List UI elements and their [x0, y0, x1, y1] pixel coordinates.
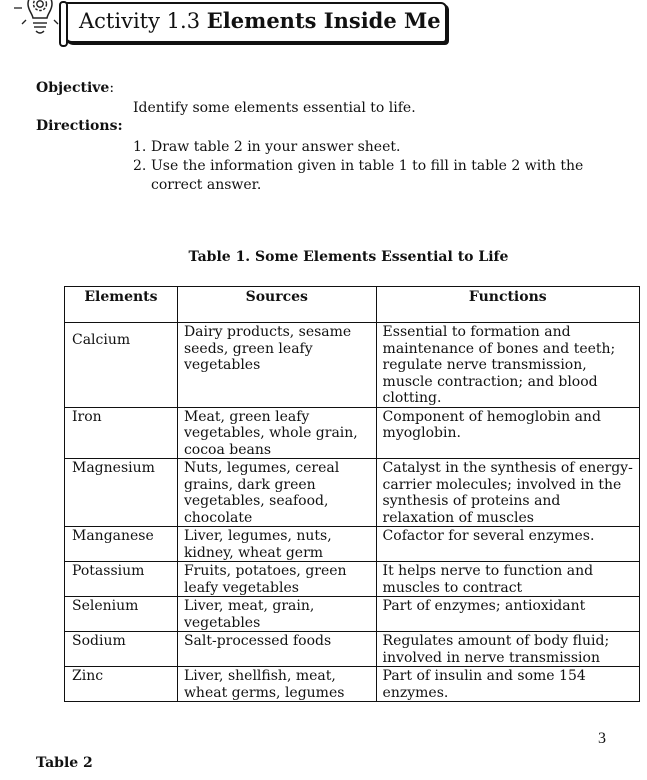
- element-cell: Selenium: [65, 597, 178, 632]
- direction-item: [133, 157, 613, 195]
- table-row: [65, 323, 640, 408]
- table-header-row: [65, 287, 640, 323]
- header-sources: Sources: [177, 287, 376, 323]
- element-cell: Sodium: [65, 632, 178, 667]
- table-row: [65, 632, 640, 667]
- direction-number: 1.: [133, 139, 147, 155]
- functions-cell: Part of insulin and some 154 enzymes.: [376, 667, 639, 702]
- objective-label-text: Objective: [36, 80, 110, 96]
- functions-cell: It helps nerve to function and muscles to contract: [376, 562, 639, 597]
- sources-cell: Liver, shellfish, meat, wheat germs, legumes: [177, 667, 376, 702]
- element-cell: Iron: [65, 407, 178, 459]
- table-row: [65, 562, 640, 597]
- functions-cell: Catalyst in the synthesis of energy-carrier molecules; involved in the synthesis of proteins and relaxation of muscles: [376, 459, 639, 527]
- sources-cell: Meat, green leafy vegetables, whole grain, cocoa beans: [177, 407, 376, 459]
- activity-number: 1.3: [166, 9, 201, 33]
- lightbulb-gear-icon: [10, 0, 62, 44]
- sources-cell: Fruits, potatoes, green leafy vegetables: [177, 562, 376, 597]
- table-row: [65, 527, 640, 562]
- table-row: [65, 407, 640, 459]
- sources-cell: Nuts, legumes, cereal grains, dark green vegetables, seafood, chocolate: [177, 459, 376, 527]
- sources-cell: Liver, meat, grain, vegetables: [177, 597, 376, 632]
- elements-table: [64, 286, 640, 702]
- table-row: [65, 459, 640, 527]
- element-cell: Calcium: [65, 323, 178, 408]
- element-cell: Potassium: [65, 562, 178, 597]
- functions-cell: Part of enzymes; antioxidant: [376, 597, 639, 632]
- table-row: [65, 597, 640, 632]
- objective-colon: :: [109, 80, 115, 96]
- element-cell: Magnesium: [65, 459, 178, 527]
- functions-cell: Regulates amount of body fluid; involved in nerve transmission: [376, 632, 639, 667]
- activity-label: Activity: [79, 9, 160, 33]
- sources-cell: Liver, legumes, nuts, kidney, wheat germ: [177, 527, 376, 562]
- directions-label: Directions:: [36, 118, 123, 134]
- activity-title: [79, 8, 441, 33]
- activity-name: Elements Inside Me: [206, 8, 441, 33]
- direction-text: Draw table 2 in your answer sheet.: [151, 139, 401, 155]
- header-elements: Elements: [65, 287, 178, 323]
- objective-text: Identify some elements essential to life.: [133, 100, 416, 116]
- sources-cell: Dairy products, sesame seeds, green leafy vegetables: [177, 323, 376, 408]
- element-cell: Zinc: [65, 667, 178, 702]
- table-row: [65, 667, 640, 702]
- direction-text: Use the information given in table 1 to fill in table 2 with the correct answer.: [151, 158, 584, 193]
- element-cell: Manganese: [65, 527, 178, 562]
- header-functions: Functions: [376, 287, 639, 323]
- table1-caption: Table 1. Some Elements Essential to Life: [188, 249, 509, 265]
- direction-number: 2.: [133, 158, 147, 174]
- objective-label: [36, 80, 114, 96]
- page-number: 3: [598, 730, 606, 747]
- functions-cell: Component of hemoglobin and myoglobin.: [376, 407, 639, 459]
- activity-banner: [62, 2, 447, 43]
- directions-list: [133, 138, 613, 195]
- functions-cell: Essential to formation and maintenance of bones and teeth; regulate nerve transmission, muscle contraction; and blood clotting.: [376, 323, 639, 408]
- sources-cell: Salt-processed foods: [177, 632, 376, 667]
- table2-label: Table 2: [36, 755, 93, 771]
- functions-cell: Cofactor for several enzymes.: [376, 527, 639, 562]
- direction-item: [133, 138, 613, 157]
